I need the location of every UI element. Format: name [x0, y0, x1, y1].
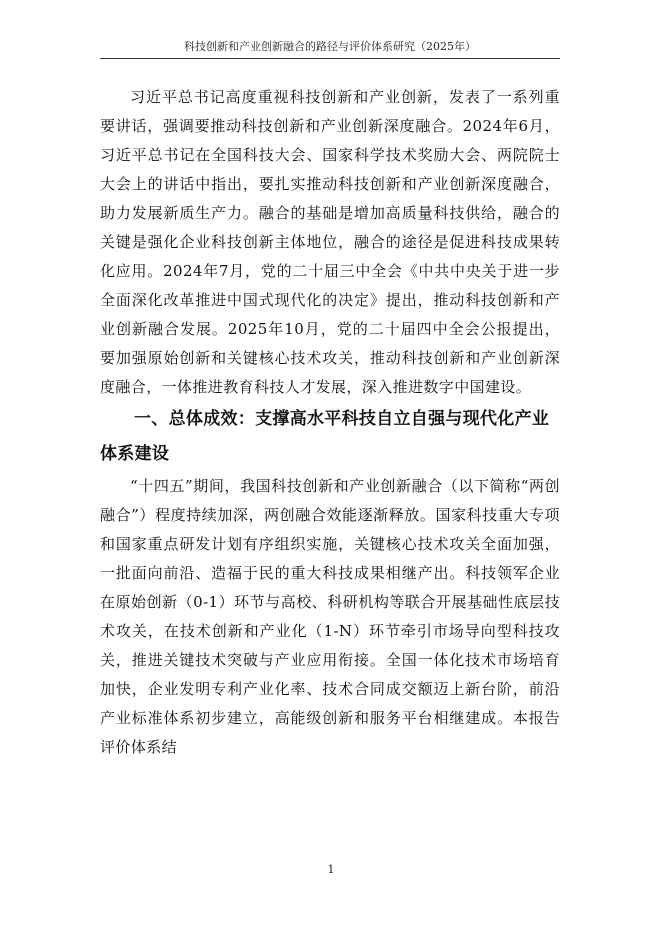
page-number: 1: [327, 863, 335, 876]
header-rule: [100, 58, 560, 59]
body-paragraph-1: 习近平总书记高度重视科技创新和产业创新，发表了一系列重要讲话，强调要推动科技创新和产业创新深度融合。2024年6月，习近平总书记在全国科技大会、国家科学技术奖励大会、两院院士大会上的讲话中指出，要扎实推动科技创新和产业创新深度融合，助力发展新质生产力。融合的基础是增加高质量科技供给，融合的关键是强化企业科技创新主体地位，融合的途径是促进科技成果转化应用。2024年7月，党的二十届三中全会《中共中央关于进一步全面深化改革推进中国式现代化的决定》提出，推动科技创新和产业创新融合发展。2025年10月，党的二十届四中全会公报提出，要加强原始创新和关键核心技术攻关，推动科技创新和产业创新深度融合，一体推进教育科技人才发展，深入推进数字中国建设。: [100, 88, 560, 396]
document-body: [100, 83, 560, 762]
body-paragraph-2: “十四五”期间，我国科技创新和产业创新融合（以下简称“两创融合”）程度持续加深，两创融合效能逐渐释放。国家科技重大专项和国家重点研发计划有序组织实施，关键核心技术攻关全面加强，一批面向前沿、造福于民的重大科技成果相继产出。科技领军企业在原始创新（0-1）环节与高校、科研机构等联合开展基础性底层技术攻关，在技术创新和产业化（1-N）环节牵引市场导向型科技攻关，推进关键技术突破与产业应用衔接。全国一体化技术市场培育加快，企业发明专利产业化率、技术合同成交额迈上新台阶，前沿产业标准体系初步建立，高能级创新和服务平台相继建成。本报告评价体系结: [100, 477, 560, 756]
running-header: 科技创新和产业创新融合的路径与评价体系研究（2025年）: [184, 40, 476, 53]
section-heading: 一、总体成效：支撑高水平科技自立自强与现代化产业体系建设: [100, 409, 550, 464]
